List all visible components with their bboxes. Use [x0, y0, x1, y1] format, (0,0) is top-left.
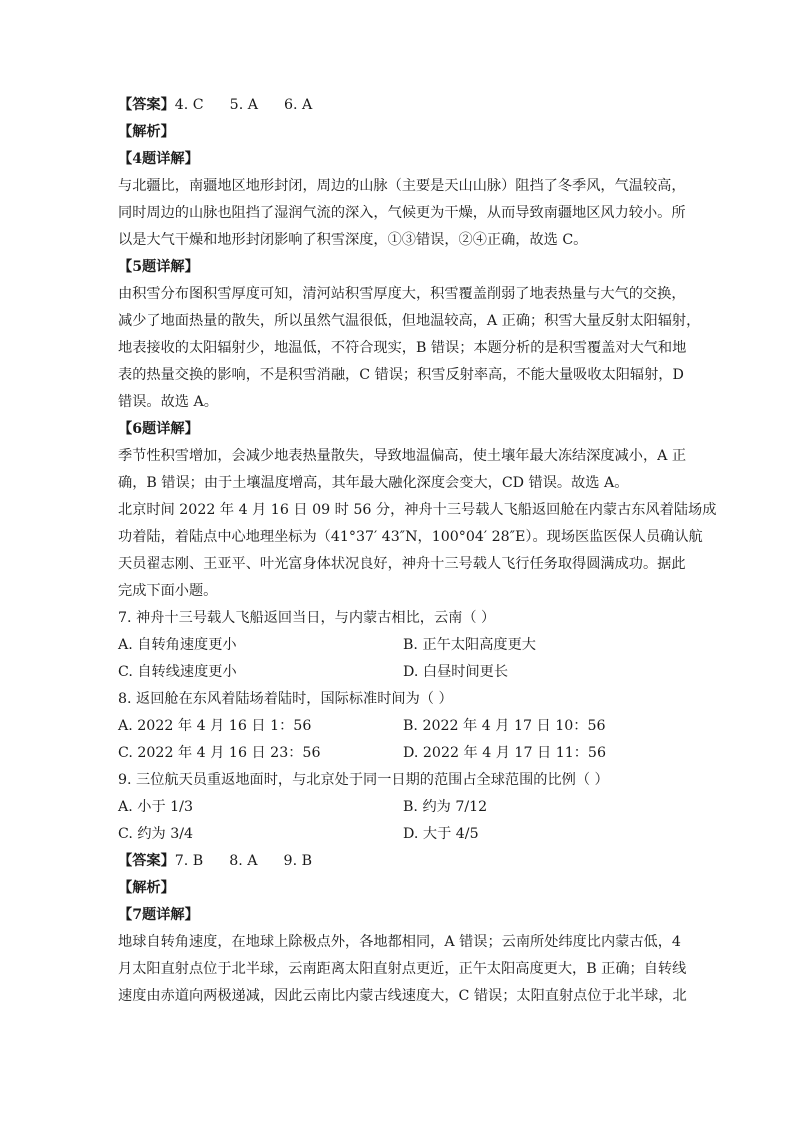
q9-stem: 9. 三位航天员重返地面时，与北京处于同一日期的范围占全球范围的比例（ ） — [118, 772, 609, 788]
q9-option-a: A. 小于 1/3 — [118, 799, 193, 815]
answer-6: 6. A — [283, 97, 313, 113]
passage-line: 天员翟志刚、王亚平、叶光富身体状况良好，神舟十三号载人飞行任务取得圆满成功。据此 — [118, 556, 686, 572]
answer-row-2 — [118, 848, 678, 875]
answer-7: 7. B — [174, 853, 204, 869]
q5-detail-label: 【5题详解】 — [118, 259, 199, 275]
q7-option-a: A. 自转角速度更小 — [118, 637, 237, 653]
q8-stem: 8. 返回舱在东风着陆场着陆时，国际标准时间为（ ） — [118, 691, 453, 707]
answer-label: 【答案】 — [118, 97, 175, 113]
q9-options-row — [118, 794, 678, 821]
answer-4: 4. C — [174, 97, 204, 113]
q4-detail-label: 【4题详解】 — [118, 151, 199, 167]
q6-text-line: 季节性积雪增加，会减少地表热量散失，导致地温偏高，使土壤年最大冻结深度减小，A 正 — [118, 448, 687, 464]
q6-text-line: 确，B 错误；由于土壤温度增高，其年最大融化深度会变大，CD 错误。故选 A。 — [118, 475, 629, 491]
q8-option-b: B. 2022 年 4 月 17 日 10：56 — [403, 718, 606, 734]
q7-text-line: 月太阳直射点位于北半球，云南距离太阳直射点更近，正午太阳高度更大，B 正确；自转线 — [118, 961, 687, 977]
q5-text-line: 错误。故选 A。 — [118, 394, 218, 410]
q5-text-line: 表的热量交换的影响，不是积雪消融，C 错误；积雪反射率高，不能大量吸收太阳辐射，D — [118, 367, 684, 383]
q7-stem: 7. 神舟十三号载人飞船返回当日，与内蒙古相比，云南（ ） — [118, 610, 496, 626]
answer-label: 【答案】 — [118, 853, 175, 869]
q8-options-row — [118, 740, 678, 767]
q7-option-c: C. 自转线速度更小 — [118, 664, 237, 680]
q7-detail-label: 【7题详解】 — [118, 907, 199, 923]
passage-line: 功着陆，着陆点中心地理坐标为（41°37′ 43″N，100°04′ 28″E）。现场医监医保人员确认航 — [118, 529, 703, 545]
analysis-label: 【解析】 — [118, 880, 175, 896]
passage-line: 北京时间 2022 年 4 月 16 日 09 时 56 分，神舟十三号载人飞船返回舱在内蒙古东风着陆场成 — [118, 502, 717, 518]
q7-options-row — [118, 659, 678, 686]
passage-line: 完成下面小题。 — [118, 583, 218, 599]
document-page — [118, 92, 717, 1010]
q5-text-line: 由积雪分布图积雪厚度可知，清河站积雪厚度大，积雪覆盖削弱了地表热量与大气的交换， — [118, 286, 686, 302]
q9-option-b: B. 约为 7/12 — [403, 799, 488, 815]
q8-option-a: A. 2022 年 4 月 16 日 1：56 — [118, 718, 312, 734]
q7-option-d: D. 白昼时间更长 — [403, 664, 509, 680]
q6-detail-label: 【6题详解】 — [118, 421, 199, 437]
q7-option-b: B. 正午太阳高度更大 — [403, 637, 536, 653]
q8-options-row — [118, 713, 678, 740]
q7-text-line: 速度由赤道向两极递减，因此云南比内蒙古线速度大，C 错误；太阳直射点位于北半球，北 — [118, 988, 687, 1004]
q8-option-c: C. 2022 年 4 月 16 日 23：56 — [118, 745, 321, 761]
q9-option-d: D. 大于 4/5 — [403, 826, 479, 842]
analysis-label: 【解析】 — [118, 124, 175, 140]
q4-text-line: 同时周边的山脉也阻挡了湿润气流的深入，气候更为干燥，从而导致南疆地区风力较小。所 — [118, 205, 686, 221]
answer-row-1 — [118, 92, 678, 119]
q4-text-line: 以是大气干燥和地形封闭影响了积雪深度，①③错误，②④正确，故选 C。 — [118, 232, 588, 248]
q9-option-c: C. 约为 3/4 — [118, 826, 194, 842]
q5-text-line: 地表接收的太阳辐射少，地温低，不符合现实，B 错误；本题分析的是积雪覆盖对大气和地 — [118, 340, 687, 356]
q7-options-row — [118, 632, 678, 659]
q4-text-line: 与北疆比，南疆地区地形封闭，周边的山脉（主要是天山山脉）阻挡了冬季风，气温较高， — [118, 178, 686, 194]
answer-5: 5. A — [229, 97, 258, 113]
q7-text-line: 地球自转角速度，在地球上除极点外，各地都相同，A 错误；云南所处纬度比内蒙古低，4 — [118, 934, 681, 950]
q8-option-d: D. 2022 年 4 月 17 日 11：56 — [403, 745, 606, 761]
answer-8: 8. A — [229, 853, 258, 869]
q9-options-row — [118, 821, 678, 848]
answer-9: 9. B — [283, 853, 313, 869]
q5-text-line: 减少了地面热量的散失，所以虽然气温很低，但地温较高，A 正确；积雪大量反射太阳辐射， — [118, 313, 701, 329]
